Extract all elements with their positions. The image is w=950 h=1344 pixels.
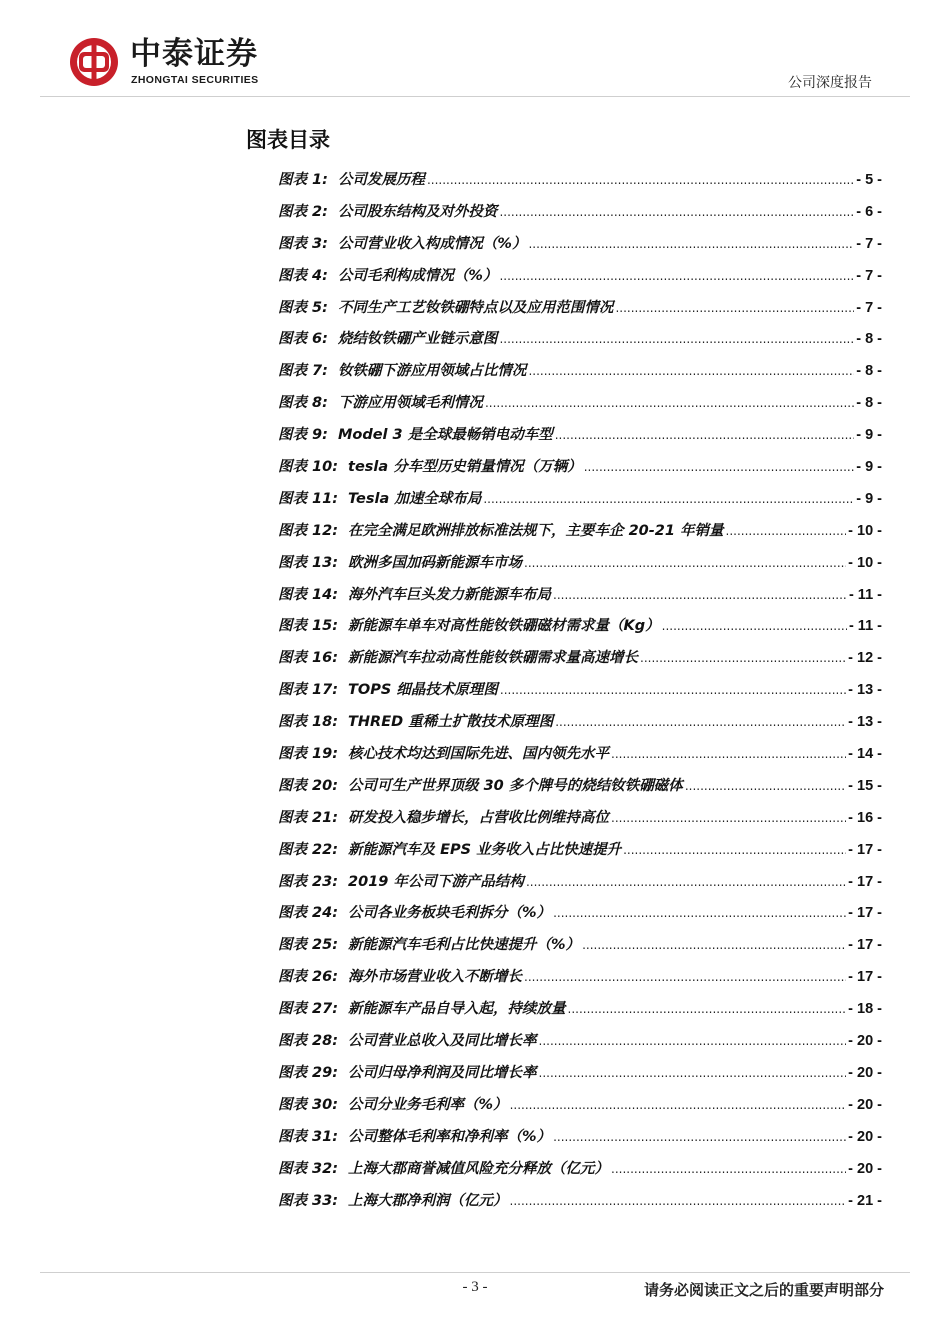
toc-entry-label: 图表 4: (278, 267, 328, 284)
toc-entry[interactable] (278, 1189, 882, 1221)
toc-entry-leader-dots (568, 1002, 847, 1016)
toc-entry-page-number: - 8 - (856, 331, 882, 348)
toc-entry-title: 海外市场营业收入不断增长 (348, 969, 523, 986)
toc-entry[interactable] (278, 551, 882, 583)
toc-entry-page-number: - 20 - (848, 1064, 882, 1081)
toc-entry-page-number: - 20 - (848, 1160, 882, 1177)
toc-entry-leader-dots (499, 332, 854, 346)
toc-entry-page-number: - 13 - (848, 682, 882, 699)
page-number: - 3 - (462, 1279, 488, 1295)
toc-entry-page-number: - 15 - (848, 777, 882, 794)
toc-entry[interactable] (278, 710, 882, 742)
toc-entry-title: 上海大郡商誉减值风险充分释放（亿元） (348, 1160, 610, 1177)
toc-entry-leader-dots (553, 1130, 846, 1144)
toc-entry[interactable] (278, 646, 882, 678)
toc-entry-title: 公司整体毛利率和净利率（%） (348, 1128, 552, 1145)
toc-entry-title: 新能源汽车毛利占比快速提升（%） (348, 937, 581, 954)
toc-entry-leader-dots (510, 1098, 847, 1112)
footer-disclaimer: 请务必阅读正文之后的重要声明部分 (643, 1281, 884, 1299)
toc-entry-leader-dots (555, 715, 846, 729)
toc-entry-label: 图表 17: (278, 682, 339, 699)
toc-entry-title: 新能源车单车对高性能钕铁硼磁材需求量（Kg） (348, 618, 660, 635)
toc-entry-label: 图表 10: (278, 459, 339, 476)
toc-entry-title: 新能源车产品自导入起，持续放量 (348, 1001, 566, 1018)
toc-entry-label: 图表 25: (278, 937, 339, 954)
toc-entry-label: 图表 9: (278, 427, 328, 444)
toc-entry[interactable] (278, 614, 882, 646)
toc-entry[interactable] (278, 965, 882, 997)
toc-entry-leader-dots (555, 428, 855, 442)
toc-entry[interactable] (278, 901, 882, 933)
toc-entry-page-number: - 13 - (848, 714, 882, 731)
toc-entry-label: 图表 24: (278, 905, 339, 922)
toc-entry-leader-dots (582, 938, 846, 952)
toc-entry[interactable] (278, 1061, 882, 1093)
toc-entry-leader-dots (483, 492, 854, 506)
toc-entry-page-number: - 12 - (848, 650, 882, 667)
toc-entry-page-number: - 8 - (856, 363, 882, 380)
toc-entry-leader-dots (427, 173, 854, 187)
toc-entry[interactable] (278, 423, 882, 455)
toc-entry[interactable] (278, 327, 882, 359)
toc-entry-title: 2019 年公司下游产品结构 (348, 873, 524, 890)
toc-entry-page-number: - 7 - (856, 235, 882, 252)
toc-title: 图表目录 (246, 128, 330, 152)
toc-entry-title: 公司各业务板块毛利拆分（%） (348, 905, 552, 922)
toc-entry-page-number: - 16 - (848, 809, 882, 826)
toc-entry-title: TOPS 细晶技术原理图 (348, 682, 498, 699)
toc-entry-leader-dots (611, 747, 846, 761)
toc-entry-title: 上海大郡净利润（亿元） (348, 1192, 508, 1209)
toc-entry-label: 图表 15: (278, 618, 339, 635)
toc-entry[interactable] (278, 742, 882, 774)
toc-entry-title: 下游应用领域毛利情况 (337, 395, 483, 412)
toc-entry-title: 海外汽车巨头发力新能源车布局 (348, 586, 552, 603)
toc-entry[interactable] (278, 838, 882, 870)
toc-entry-leader-dots (662, 619, 847, 633)
toc-entry[interactable] (278, 997, 882, 1029)
toc-entry-label: 图表 28: (278, 1033, 339, 1050)
toc-entry-leader-dots (615, 301, 854, 315)
toc-entry[interactable] (278, 168, 882, 200)
toc-entry-page-number: - 21 - (848, 1192, 882, 1209)
toc-entry-title: 在完全满足欧洲排放标准法规下，主要车企 20-21 年销量 (348, 522, 724, 539)
toc-entry-title: 公司发展历程 (337, 172, 425, 188)
toc-entry[interactable] (278, 519, 882, 551)
toc-entry-title: 新能源汽车及 EPS 业务收入占比快速提升 (348, 841, 622, 858)
toc-entry-page-number: - 11 - (848, 618, 882, 635)
toc-entry-leader-dots (528, 237, 854, 251)
toc-entry-title: THRED 重稀土扩散技术原理图 (348, 714, 554, 731)
toc-entry-page-number: - 9 - (856, 459, 882, 476)
toc-entry-label: 图表 26: (278, 969, 339, 986)
header-divider (40, 96, 910, 97)
toc-entry-title: tesla 分车型历史销量情况（万辆） (348, 459, 582, 476)
toc-entry-leader-dots (611, 1162, 846, 1176)
toc-entry-label: 图表 22: (278, 841, 339, 858)
toc-entry-title: 烧结钕铁硼产业链示意图 (337, 331, 498, 348)
toc-entry-page-number: - 17 - (848, 873, 882, 890)
toc-entry[interactable] (278, 200, 882, 232)
toc-entry-title: 钕铁硼下游应用领域占比情况 (337, 363, 527, 380)
toc-entry-page-number: - 5 - (856, 172, 882, 188)
toc-entry[interactable] (278, 583, 882, 615)
toc-entry[interactable] (278, 487, 882, 519)
toc-entry-label: 图表 12: (278, 522, 339, 539)
toc-entry-page-number: - 17 - (848, 841, 882, 858)
toc-entry-leader-dots (553, 906, 846, 920)
toc-entry-label: 图表 1: (278, 172, 328, 188)
toc-entry-label: 图表 13: (278, 554, 339, 571)
toc-entry-page-number: - 17 - (848, 969, 882, 986)
toc-entry-page-number: - 17 - (848, 937, 882, 954)
toc-entry[interactable] (278, 1093, 882, 1125)
toc-entry[interactable] (278, 232, 882, 264)
toc-entry-leader-dots (526, 875, 846, 889)
toc-entry-leader-dots (500, 683, 846, 697)
company-logo (68, 36, 328, 92)
toc-entry[interactable] (278, 933, 882, 965)
toc-entry-title: 公司营业收入构成情况（%） (337, 235, 527, 252)
toc-entry-label: 图表 6: (278, 331, 328, 348)
toc-entry-page-number: - 10 - (848, 522, 882, 539)
toc-entry-leader-dots (539, 1066, 847, 1080)
toc-entry-leader-dots (524, 970, 846, 984)
toc-entry-label: 图表 21: (278, 809, 339, 826)
toc-entry[interactable] (278, 391, 882, 423)
toc-entry[interactable] (278, 359, 882, 391)
toc-entry-label: 图表 5: (278, 299, 328, 316)
toc-entry-page-number: - 9 - (856, 490, 882, 507)
toc-entry-title: 欧洲多国加码新能源车市场 (348, 554, 523, 571)
toc-entry-title: Tesla 加速全球布局 (348, 490, 482, 507)
report-type-label: 公司深度报告 (788, 75, 872, 91)
toc-entry-page-number: - 20 - (848, 1128, 882, 1145)
toc-entry-page-number: - 6 - (856, 203, 882, 220)
toc-entry-page-number: - 10 - (848, 554, 882, 571)
toc-entry-label: 图表 31: (278, 1128, 339, 1145)
toc-entry-title: 公司分业务毛利率（%） (348, 1096, 508, 1113)
toc-entry-leader-dots (623, 843, 846, 857)
toc-entry[interactable] (278, 455, 882, 487)
toc-entry-leader-dots (499, 269, 854, 283)
toc-entry[interactable] (278, 1157, 882, 1189)
toc-entry-leader-dots (640, 651, 846, 665)
toc-entry-leader-dots (485, 396, 854, 410)
toc-entry[interactable] (278, 774, 882, 806)
toc-entry-leader-dots (553, 588, 847, 602)
toc-entry-leader-dots (510, 1194, 847, 1208)
toc-entry-label: 图表 30: (278, 1096, 339, 1113)
toc-entry-title: 核心技术均达到国际先进、国内领先水平 (348, 746, 610, 763)
toc-entry-label: 图表 23: (278, 873, 339, 890)
toc-entry-label: 图表 8: (278, 395, 328, 412)
toc-entry-page-number: - 20 - (848, 1096, 882, 1113)
toc-entry-page-number: - 9 - (856, 427, 882, 444)
toc-entry-leader-dots (499, 205, 854, 219)
toc-entry-leader-dots (524, 556, 846, 570)
toc-entry-page-number: - 20 - (848, 1033, 882, 1050)
toc-entry-label: 图表 2: (278, 203, 328, 220)
toc-entry-page-number: - 7 - (856, 299, 882, 316)
toc-entry-title: Model 3 是全球最畅销电动车型 (337, 427, 553, 444)
toc-entry[interactable] (278, 264, 882, 296)
toc-entry-label: 图表 27: (278, 1001, 339, 1018)
toc-entry-title: 公司股东结构及对外投资 (337, 203, 498, 220)
toc-entry-title: 研发投入稳步增长，占营收比例维持高位 (348, 809, 610, 826)
toc-entry-label: 图表 3: (278, 235, 328, 252)
toc-entry-page-number: - 14 - (848, 746, 882, 763)
toc-entry-label: 图表 20: (278, 777, 339, 794)
toc-entry[interactable] (278, 806, 882, 838)
toc-entry-page-number: - 7 - (856, 267, 882, 284)
toc-entry-leader-dots (528, 364, 854, 378)
toc-entry[interactable] (278, 678, 882, 710)
toc-entry-title: 公司归母净利润及同比增长率 (348, 1064, 537, 1081)
toc-entry-leader-dots (611, 811, 846, 825)
toc-entry-page-number: - 17 - (848, 905, 882, 922)
toc-entry-label: 图表 18: (278, 714, 339, 731)
toc-entry-leader-dots (726, 524, 847, 538)
toc-entry-leader-dots (539, 1034, 847, 1048)
logo-chinese-name: 中泰证券 (130, 36, 258, 72)
toc-entry-title: 公司营业总收入及同比增长率 (348, 1033, 537, 1050)
toc-entry-leader-dots (685, 779, 846, 793)
toc-entry-label: 图表 19: (278, 746, 339, 763)
toc-entry-title: 新能源汽车拉动高性能钕铁硼需求量高速增长 (348, 650, 639, 667)
figure-toc-list (278, 168, 882, 1220)
toc-entry-label: 图表 33: (278, 1192, 339, 1209)
toc-entry-page-number: - 11 - (848, 586, 882, 603)
toc-entry-label: 图表 7: (278, 363, 328, 380)
toc-entry-label: 图表 11: (278, 490, 339, 507)
toc-entry-title: 公司毛利构成情况（%） (337, 267, 498, 284)
toc-entry-page-number: - 18 - (848, 1001, 882, 1018)
toc-entry-label: 图表 29: (278, 1064, 339, 1081)
toc-entry[interactable] (278, 296, 882, 328)
logo-english-name: ZHONGTAI SECURITIES (131, 74, 259, 86)
toc-entry-title: 不同生产工艺钕铁硼特点以及应用范围情况 (337, 299, 614, 316)
footer-divider (40, 1272, 910, 1273)
toc-entry[interactable] (278, 1125, 882, 1157)
toc-entry-title: 公司可生产世界顶级 30 多个牌号的烧结钕铁硼磁体 (348, 777, 683, 794)
toc-entry-label: 图表 14: (278, 586, 339, 603)
toc-entry-label: 图表 32: (278, 1160, 339, 1177)
toc-entry-page-number: - 8 - (856, 395, 882, 412)
toc-entry[interactable] (278, 1029, 882, 1061)
toc-entry-label: 图表 16: (278, 650, 339, 667)
zhongtai-logo-icon (68, 36, 120, 88)
toc-entry[interactable] (278, 870, 882, 902)
toc-entry-leader-dots (584, 460, 854, 474)
